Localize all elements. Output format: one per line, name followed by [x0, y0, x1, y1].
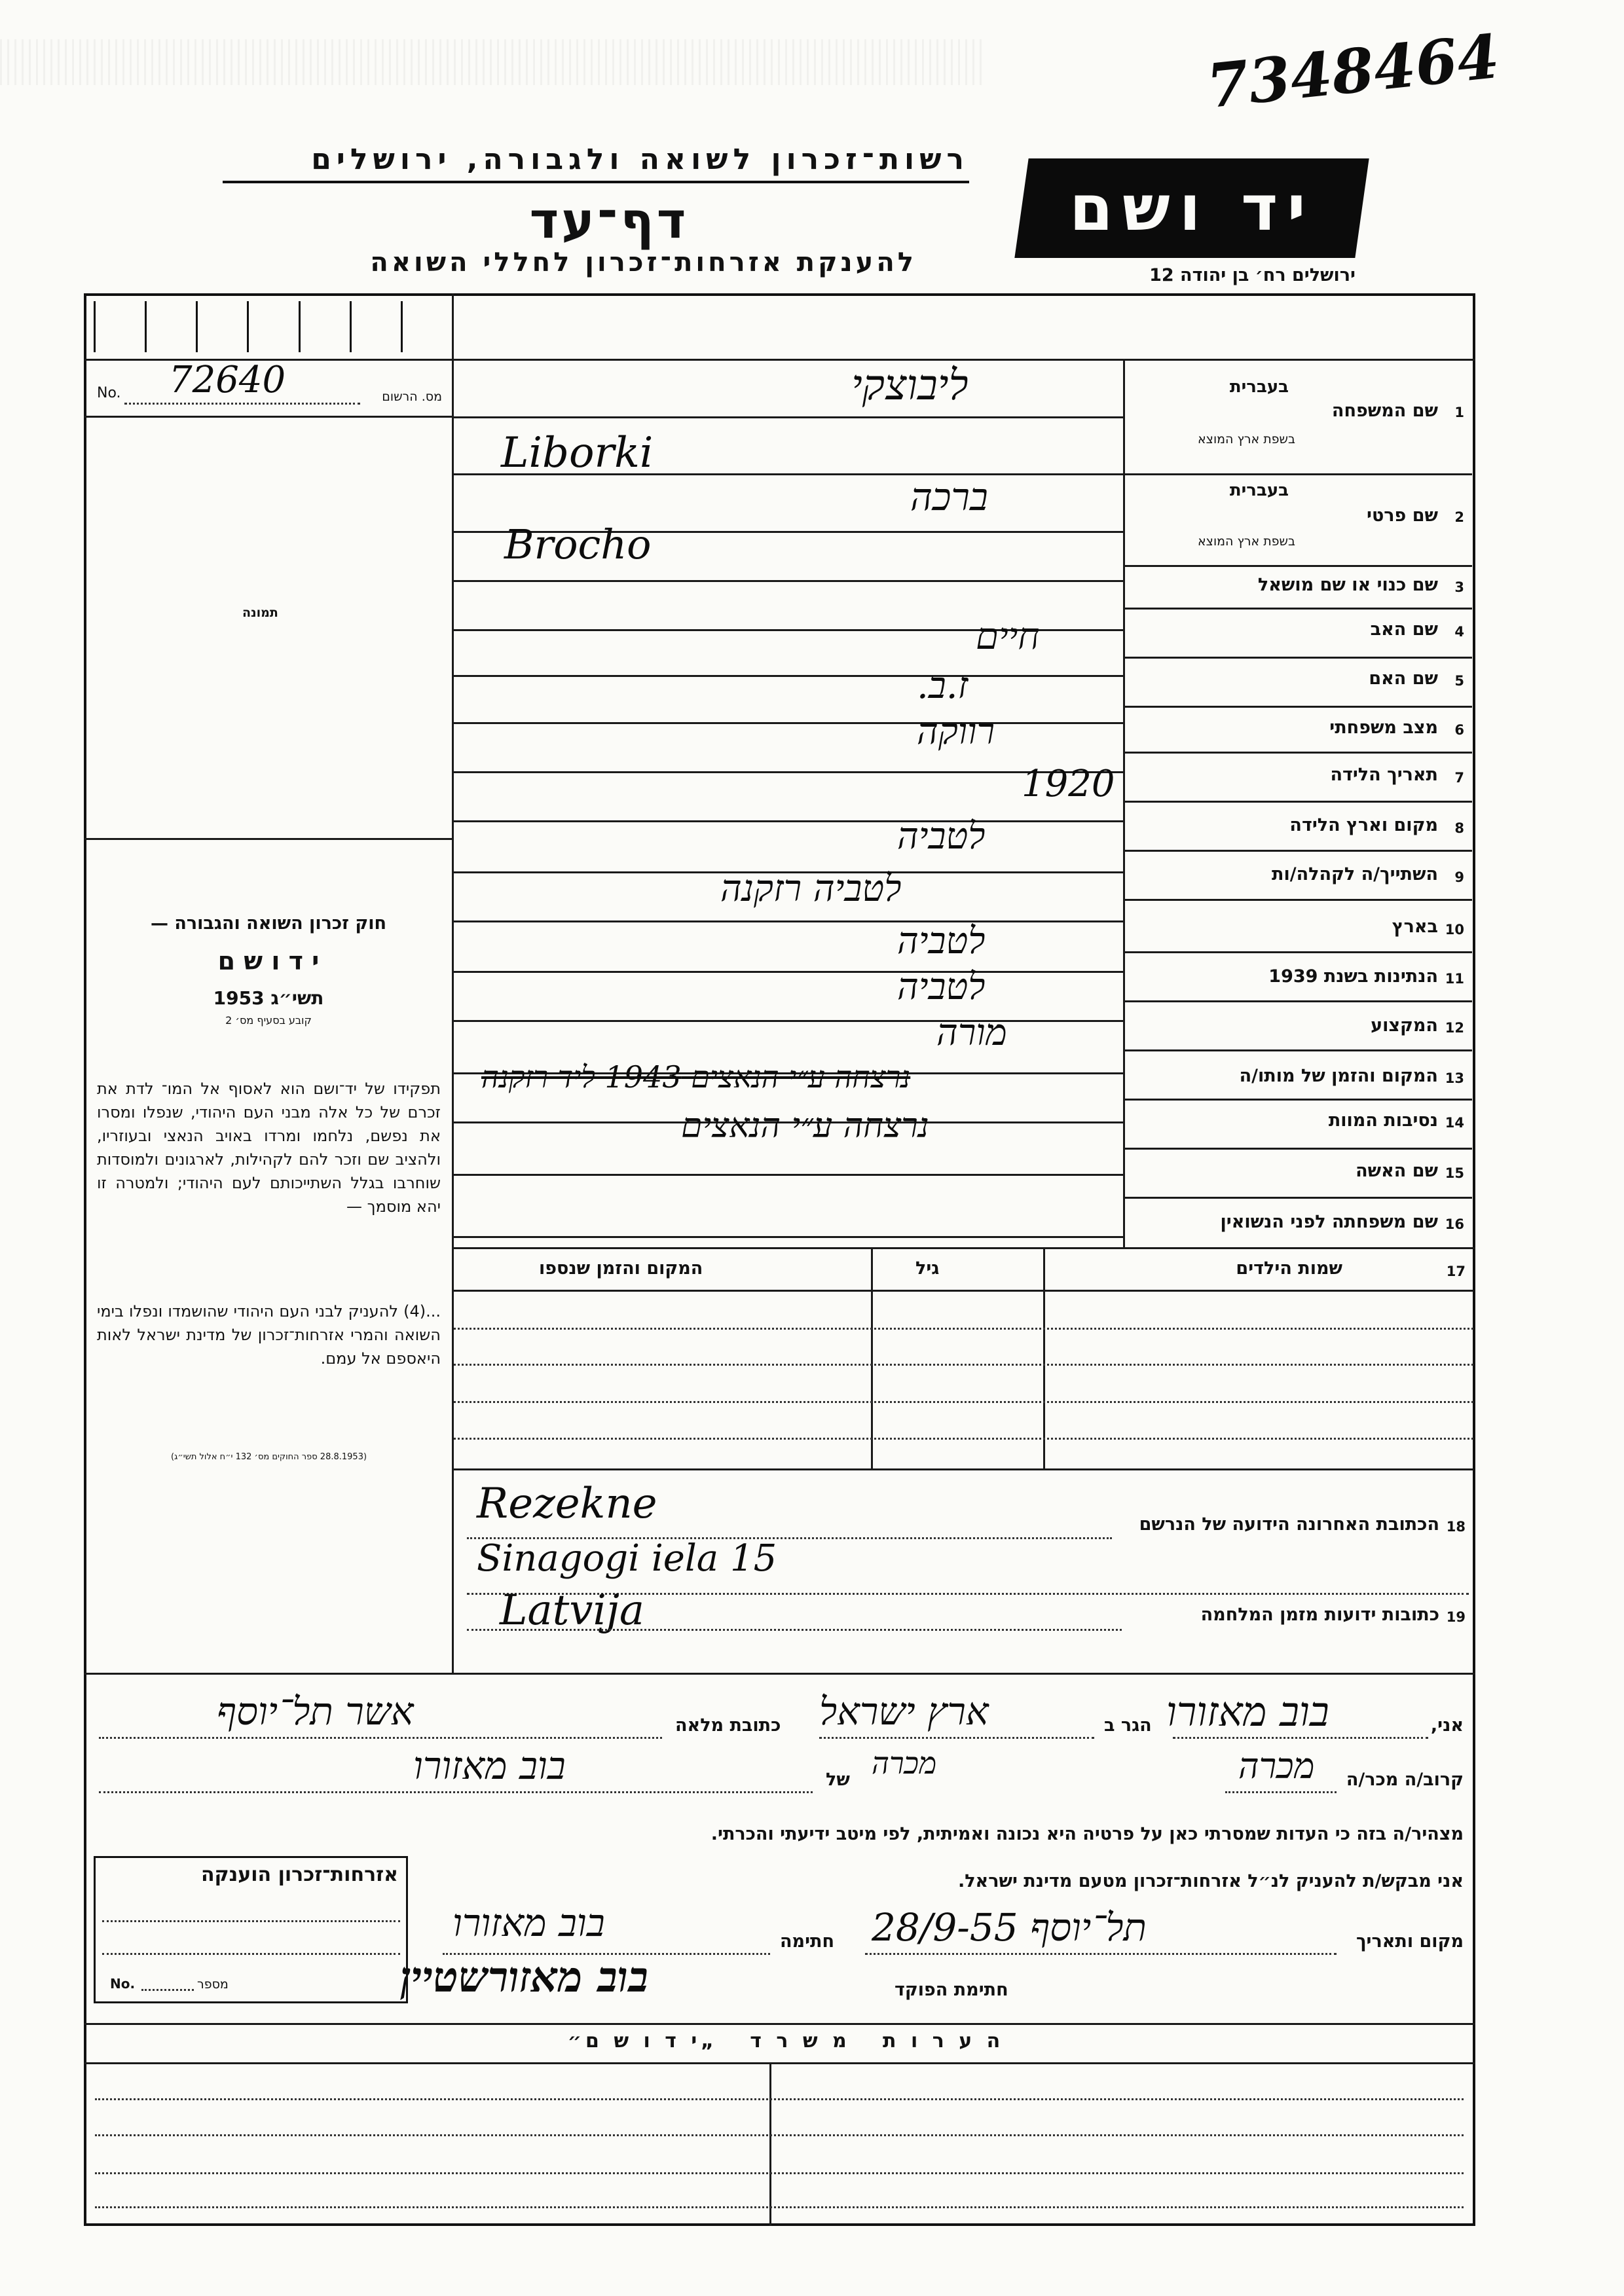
field-label-country: בארץ [1392, 917, 1438, 937]
law-block [95, 913, 442, 1027]
field-number: 2 [1454, 509, 1464, 525]
children-col-place: המקום והזמן שנספו [539, 1258, 703, 1279]
form-title: דף־עד [529, 191, 689, 249]
field-label-firstname: שם פרטי [1367, 505, 1438, 526]
field-labels [1125, 359, 1472, 1249]
field-label-citizenship: הנתינות בשנת 1939 [1268, 966, 1438, 987]
community-entry: לטביה רזקנה [720, 867, 902, 910]
death-place-entry: נרצחה ע״י הנאצים 1943 ליד רזקנה [481, 1059, 911, 1095]
field-number: 6 [1454, 722, 1464, 738]
last-address-line2: Sinagogi iela 15 [477, 1537, 777, 1580]
scan-noise [0, 39, 982, 85]
birthplace-entry: לטביה [897, 815, 986, 858]
birthdate-entry: 1920 [1022, 763, 1115, 805]
declarant-full-address: אשר תל־יוסף [217, 1689, 414, 1734]
last-address-line1: Rezekne [477, 1480, 657, 1528]
logo-address: ירושלים רח׳ בן יהודה 12 [1149, 265, 1356, 285]
field-number: 9 [1454, 869, 1464, 885]
archive-number: 7348464 [1203, 20, 1503, 122]
relation-entry-secondary: מכרה [872, 1745, 937, 1781]
declaration-text: מצהיר/ה בזה כי העדות שמסרתי כאן על פרטיה היא נכונה ואמיתית, לפי מיטב ידיעתי והכרתי. [710, 1824, 1464, 1844]
law-name: י ד ו ש ם [217, 947, 320, 975]
award-box [94, 1856, 408, 2003]
firstname-latin-entry: Brocho [504, 520, 652, 568]
relation-entry: מכרה [1238, 1745, 1315, 1787]
death-circumstances-entry: נרצחה ע״י הנאצים [681, 1106, 929, 1146]
award-box-title: אזרחות־זכרון הוענקה [200, 1863, 398, 1886]
marital-status-entry: רווקה [917, 710, 995, 753]
field-number: 16 [1445, 1216, 1464, 1232]
wartime-address-entry: Latvija [500, 1586, 644, 1635]
field-sub-origin: בשפת ארץ המוצא [1197, 432, 1295, 446]
field-label-marital: מצב משפחתי [1329, 718, 1438, 738]
authority-underline [223, 181, 969, 183]
field-label-mother: שם האם [1369, 668, 1438, 689]
last-address-number: 18 [1446, 1519, 1466, 1535]
wartime-address-number: 19 [1446, 1609, 1466, 1625]
law-year: תשי״ג 1953 [213, 987, 324, 1009]
field-number: 5 [1454, 673, 1464, 689]
registration-number-label: No. [97, 385, 121, 401]
law-paragraph-2: ...(4) להעניק לבני העם היהודי שהושמדו ונפלו בימי השואה והמרי אזרחות־זכרון של מדינת ישראל לאות היאספם אל עמם. [97, 1302, 441, 1368]
field-label-maiden-name: שם משפחתה לפני הנשואין [1220, 1212, 1438, 1232]
field-sub-hebrew: בעברית [1229, 481, 1289, 500]
field-number: 13 [1445, 1070, 1464, 1086]
children-col-names: שמות הילדים [1236, 1258, 1342, 1279]
field-number: 15 [1445, 1165, 1464, 1181]
place-date-label: מקום ותאריך [1356, 1931, 1464, 1952]
form-subtitle: להענקת אזרחות־זכרון לחללי השואה [370, 247, 917, 278]
field-label-surname: שם המשפחה [1331, 401, 1438, 421]
field-label-birthdate: תאריך הלידה [1330, 765, 1438, 785]
award-box-number-label: מספר [197, 1977, 229, 1992]
field-number: 14 [1445, 1115, 1464, 1131]
field-label-death-place: המקום והזמן של מותו/ה [1239, 1066, 1438, 1086]
field-number: 11 [1445, 971, 1464, 987]
declarant-country: ארץ ישראל [819, 1689, 989, 1734]
field-label-profession: המקצוע [1371, 1015, 1438, 1036]
children-col-age: גיל [915, 1258, 940, 1279]
officer-signature: בוב מאזורשטיין [400, 1953, 648, 2002]
field-label-nickname: שם כנוי או שם מושאל [1257, 575, 1438, 595]
wartime-address-label: כתובות ידועות מזמן המלחמה [1200, 1605, 1439, 1625]
yad-vashem-logo [1014, 158, 1369, 258]
field-number: 10 [1445, 922, 1464, 938]
place-date-entry: תל־יוסף 28/9-55 [872, 1905, 1147, 1950]
surname-latin-entry: Liborki [501, 429, 654, 477]
field-label-birthplace: מקום וארץ הלידה [1289, 815, 1438, 835]
surname-hebrew-entry: ליבוצקי [851, 361, 969, 410]
declarant-resident-label: הגר ב [1104, 1715, 1152, 1736]
office-notes-title: ה ע ר ו ת מ ש ר ד „י ד ו ש ם״ [567, 2030, 1005, 2052]
law-title: חוק זכרון השואה והגבורה — [150, 913, 387, 934]
of-label: של [826, 1770, 850, 1790]
last-address-label: הכתובת האחרונה הידועה של הנרשם [1139, 1514, 1439, 1535]
law-paragraph-1: תפקידו של יד־ושם הוא לאסוף אל המו־ לדת את זכרם של כל אלה מבני העם היהודי, שנפלו ומסרו את נפשם, נלחמו ומרדו באויב הנאצי ובעוזריו, ולהציב שם וזכר להם לקהילות, לארגונים ולמוסדות שוחרבו בגלל השתייכותם לעם היהודי; ולמטרה זו יהא מוסמך — [97, 1080, 441, 1216]
field-sub-origin: בשפת ארץ המוצא [1197, 534, 1295, 549]
firstname-hebrew-entry: ברכה [910, 475, 988, 519]
declarant-name: בוב מאזורו [1166, 1688, 1329, 1736]
field-number: 8 [1454, 820, 1464, 836]
top-checkbox-row [94, 301, 454, 352]
officer-signature-label: חתימת הפוקד [895, 1980, 1008, 2000]
of-name: בוב מאזורו [413, 1743, 566, 1788]
photo-label: תמונה [242, 606, 278, 620]
children-field-number: 17 [1446, 1264, 1466, 1279]
citizenship-entry: לטביה [897, 966, 986, 1008]
signature-label: חתימה [780, 1931, 835, 1952]
law-gazette: (28.8.1953 ספר החוקים מס׳ 132 י״ח אלול תשי״ג) [170, 1452, 367, 1462]
field-number: 12 [1445, 1020, 1464, 1036]
father-name-entry: חיים [976, 615, 1040, 658]
field-label-father: שם האב [1370, 619, 1438, 640]
profession-entry: מורה [936, 1011, 1007, 1054]
registration-number-hebrew-label: מס. הרשום [382, 390, 442, 404]
field-number: 4 [1454, 624, 1464, 640]
request-text: אני מבקש/ת להעניק לנ״ל אזרחות־זכרון מטעם מדינת ישראל. [957, 1871, 1464, 1891]
award-box-no-label: No. [110, 1976, 136, 1992]
field-label-wife: שם האשה [1356, 1161, 1438, 1181]
field-label-community: השתייך/ה לקהלה/ות [1272, 864, 1438, 884]
relation-label: קרוב/ה מכר/ה [1346, 1770, 1464, 1790]
field-sub-hebrew: בעברית [1229, 377, 1289, 397]
field-number: 3 [1454, 579, 1464, 595]
registration-number: 72640 [169, 359, 286, 401]
children-table [454, 1249, 1473, 1671]
declarant-address-label: כתובת מלאה [675, 1715, 781, 1736]
country-entry: לטביה [897, 920, 986, 962]
field-number: 7 [1454, 770, 1464, 786]
declarant-signature: בוב מאזורו [452, 1901, 605, 1945]
mother-name-entry: ז.ב. [917, 665, 969, 707]
declarant-ani: אני, [1430, 1715, 1464, 1736]
logo-text: יד ושם [1069, 172, 1315, 245]
field-number: 1 [1454, 405, 1464, 420]
field-label-death-circumstances: נסיבות המוות [1328, 1110, 1438, 1131]
authority-name: רשות־זכרון לשואה ולגבורה, ירושלים [311, 143, 969, 176]
law-clause: קובע בסעיף מס׳ 2 [225, 1014, 312, 1027]
